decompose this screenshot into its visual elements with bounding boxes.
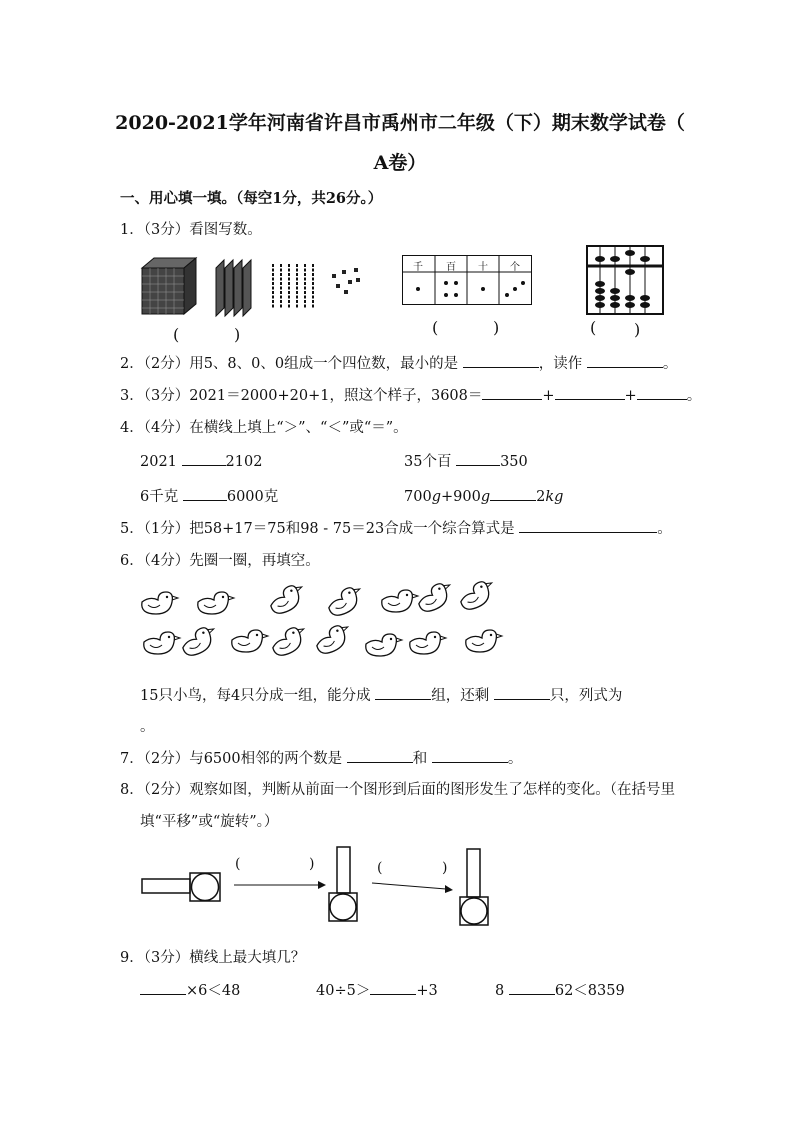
question-5: 5．（1分）把58+17＝75和98 - 75＝23合成一个综合算式是 。 xyxy=(120,517,672,538)
question-9: 9．（3分）横线上最大填几？ xyxy=(120,950,306,966)
birds-figure xyxy=(138,582,518,668)
thousand-cube-figure xyxy=(140,256,200,316)
hundred-flats-figure xyxy=(214,256,254,316)
bird-drawing xyxy=(232,630,268,652)
ten-rods-figure xyxy=(270,262,320,312)
answer-blank-q4-a[interactable] xyxy=(182,450,226,466)
question-7: 7．（2分）与6500相邻的两个数是 和 。 xyxy=(120,747,522,768)
exam-title-line2: A卷） xyxy=(373,152,427,174)
q8-paren-open-1: ( xyxy=(235,856,241,872)
exam-title-line1: 2020-2021学年河南省许昌市禹州市二年级（下）期末数学试卷（ xyxy=(115,112,685,134)
bird-drawing xyxy=(268,624,310,659)
question-4: 4．（4分）在横线上填上“＞”、“＜”或“＝”。 xyxy=(120,420,408,436)
answer-blank-q9-b[interactable] xyxy=(370,979,416,995)
answer-paren-close-1: ) xyxy=(234,325,241,344)
answer-paren-open-3: ( xyxy=(590,318,597,337)
bird-drawing xyxy=(198,592,234,614)
answer-blank-q9-a[interactable] xyxy=(140,979,186,995)
bird-drawing xyxy=(382,590,418,612)
answer-blank-q2-number[interactable] xyxy=(463,352,539,368)
bird-drawing xyxy=(144,632,180,654)
section-heading: 一、用心填一填。（每空1分，共26分。） xyxy=(120,190,383,207)
answer-blank-q4-b[interactable] xyxy=(456,450,500,466)
question-8-line2: 填“平移”或“旋转”。） xyxy=(140,814,279,830)
q8-paren-close-2: ) xyxy=(442,860,448,876)
answer-blank-q6-remainder[interactable] xyxy=(494,684,550,700)
question-6: 6．（4分）先圈一圈，再填空。 xyxy=(120,553,320,569)
compare-d: 700g+900g 2kg xyxy=(404,485,563,505)
transform-figure xyxy=(140,845,500,927)
bird-drawing xyxy=(366,634,402,656)
question-3: 3．（3分）2021＝2000+20+1，照这个样子，3608＝ + + 。 xyxy=(120,384,701,405)
q8-paren-close-1: ) xyxy=(309,856,315,872)
answer-paren-open-1: ( xyxy=(173,325,180,344)
abacus-figure xyxy=(585,244,665,316)
question-6-end: 。 xyxy=(140,719,155,735)
pv-header-thousands: 千 xyxy=(413,262,423,273)
question-6-sentence: 15只小鸟，每4只分成一组，能分成 组，还剩 只，列式为 xyxy=(140,684,622,705)
question-1: 1．（3分）看图写数。 xyxy=(120,222,262,238)
bird-drawing xyxy=(456,578,498,613)
bird-drawing xyxy=(414,580,456,615)
answer-blank-q3-2[interactable] xyxy=(555,384,625,400)
q9-expr-b: 40÷5＞ +3 xyxy=(316,979,438,1000)
bird-drawing xyxy=(312,622,354,657)
answer-blank-q7-1[interactable] xyxy=(347,747,413,763)
answer-blank-q9-c[interactable] xyxy=(509,979,555,995)
bird-drawing xyxy=(266,582,308,617)
answer-blank-q2-reading[interactable] xyxy=(587,352,663,368)
answer-paren-close-3: ) xyxy=(634,320,641,339)
answer-blank-q3-1[interactable] xyxy=(482,384,542,400)
q8-paren-open-2: ( xyxy=(377,860,383,876)
bird-drawing xyxy=(324,584,366,619)
answer-blank-q5[interactable] xyxy=(519,517,657,533)
pv-header-ones: 个 xyxy=(510,262,520,273)
bird-drawing xyxy=(142,592,178,614)
answer-blank-q6-groups[interactable] xyxy=(375,684,431,700)
question-8-line1: 8．（2分）观察如图，判断从前面一个图形到后面的图形发生了怎样的变化。（在括号里 xyxy=(120,782,675,798)
q9-expr-a: ×6＜48 xyxy=(140,979,240,1000)
question-2: 2．（2分）用5、8、0、0组成一个四位数，最小的是 ，读作 。 xyxy=(120,352,677,373)
compare-a: 2021 2102 xyxy=(140,450,262,470)
pv-header-tens: 十 xyxy=(478,262,488,273)
answer-blank-q4-c[interactable] xyxy=(183,485,227,501)
compare-b: 35个百 350 xyxy=(404,450,528,471)
compare-c: 6千克 6000克 xyxy=(140,485,278,506)
bird-drawing xyxy=(178,624,220,659)
answer-paren-close-2: ) xyxy=(493,318,500,337)
answer-paren-open-2: ( xyxy=(432,318,439,337)
bird-drawing xyxy=(466,630,502,652)
answer-blank-q4-d[interactable] xyxy=(490,485,536,501)
answer-blank-q3-3[interactable] xyxy=(637,384,687,400)
bird-drawing xyxy=(410,632,446,654)
unit-cubes-figure xyxy=(330,266,364,296)
q9-expr-c: 8 62＜8359 xyxy=(495,979,625,1000)
answer-blank-q7-2[interactable] xyxy=(432,747,508,763)
pv-header-hundreds: 百 xyxy=(446,262,456,273)
